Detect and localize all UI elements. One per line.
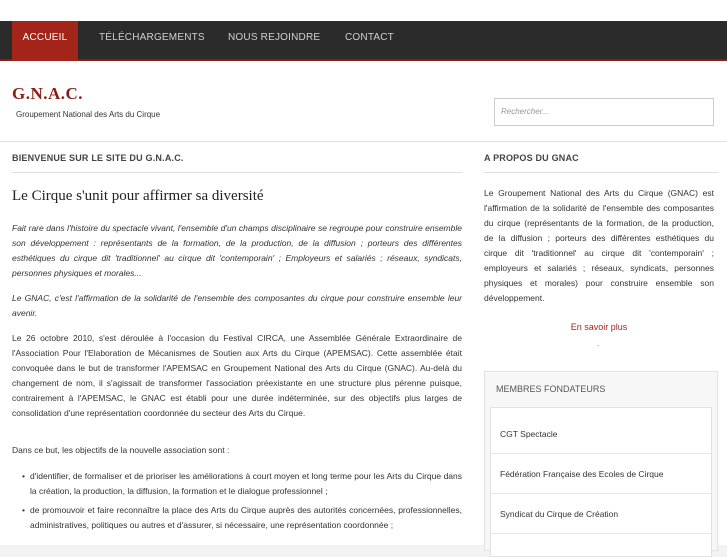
nav-item-nous-rejoindre[interactable]: NOUS REJOINDRE <box>228 32 321 43</box>
body-paragraph-2: Dans ce but, les objectifs de la nouvelle association sont : <box>12 445 230 455</box>
member-link[interactable]: CGT Spectacle <box>500 429 558 439</box>
about-dot: . <box>597 339 600 348</box>
members-widget-title: MEMBRES FONDATEURS <box>496 384 606 394</box>
member-divider <box>490 493 712 494</box>
member-divider <box>490 533 712 534</box>
site-title[interactable]: G.N.A.C. <box>12 84 84 103</box>
about-text: Le Groupement National des Arts du Cirque (GNAC) est l'affirmation de la solidarité de l'ensemble des composantes du cirque (représentants de la formation, de la production, de la diffusion ; porteurs des différentes esthétiques du cirque dit 'traditionnel' au cirque dit 'contemporain' ; employeurs et salariés ; réseaux, syndicats, personnes physiques et morales) pour construire ensemble son développement. <box>484 188 714 303</box>
search-input[interactable]: Rechercher... <box>494 98 714 126</box>
nav-item-contact[interactable]: CONTACT <box>345 32 394 43</box>
about-section-title: A PROPOS DU GNAC <box>484 153 579 163</box>
member-divider <box>490 453 712 454</box>
site-description: Groupement National des Arts du Cirque <box>16 110 161 119</box>
objective-bullet: • d'identifier, de formaliser et de prioriser les améliorations à court moyen et long terme pour les Arts du Cirque dans la création, la production, la diffusion, la formation et le dialogue professionnel ; <box>30 469 462 499</box>
intro-paragraph-1: Fait rare dans l'histoire du spectacle vivant, l'ensemble d'un champs disciplinaire se regroupe pour construire ensemble son développement : représentants de la formation, de la production, de la diffusion ; porteurs des différentes esthétiques du cirque dit 'traditionnel' au cirque dit 'contemporain' ; Employeurs et salariés ; réseaux, syndicats, personnes physiques et morales... <box>12 223 462 278</box>
body-paragraph-1: Le 26 octobre 2010, s'est déroulée à l'occasion du Festival CIRCA, une Assemblée Générale Extraordinaire de l'Association Pour l'Elaboration de Mécanismes de Soutien aux Arts du Cirque (APEMSAC). Cette assemblée était convoquée dans le but de transformer l'APEMSAC en Groupement National des Arts du Cirque (GNAC). Au-delà du changement de nom, il s'agissait de transformer l'association préexistante en une structure plus pérenne puisque, contrairement à l'APEMSAC, le GNAC est établi pour une durée indéterminée, sur des objectifs plus larges de consolidation d'une représentation coordonnée du secteur des Arts du Cirque. <box>12 333 462 418</box>
objective-bullet: • de promouvoir et faire reconnaître la place des Arts du Cirque auprès des autorités concernées, professionnelles, administratives, politiques ou autres et d'assurer, si nécessaire, une représentation coordonnée ; <box>30 503 462 533</box>
header-divider <box>0 141 727 142</box>
read-more-link[interactable]: En savoir plus <box>570 322 628 332</box>
intro-paragraph-2: Le GNAC, c'est l'affirmation de la solidarité de l'ensemble des composantes du cirque pour construire ensemble leur avenir. <box>12 293 462 318</box>
nav-item-telechargements[interactable]: TÉLÉCHARGEMENTS <box>99 32 205 43</box>
member-link[interactable]: Syndicat du Cirque de Création <box>500 509 619 519</box>
top-strip <box>0 0 727 21</box>
about-section-divider <box>484 172 718 173</box>
post-title[interactable]: Le Cirque s'unit pour affirmer sa diversité <box>12 188 264 204</box>
nav-item-accueil[interactable]: ACCUEIL <box>12 21 78 61</box>
main-section-divider <box>12 172 462 173</box>
main-section-title: BIENVENUE SUR LE SITE DU G.N.A.C. <box>12 153 184 163</box>
member-link[interactable]: Fédération Française des Ecoles de Cirque <box>500 469 664 479</box>
